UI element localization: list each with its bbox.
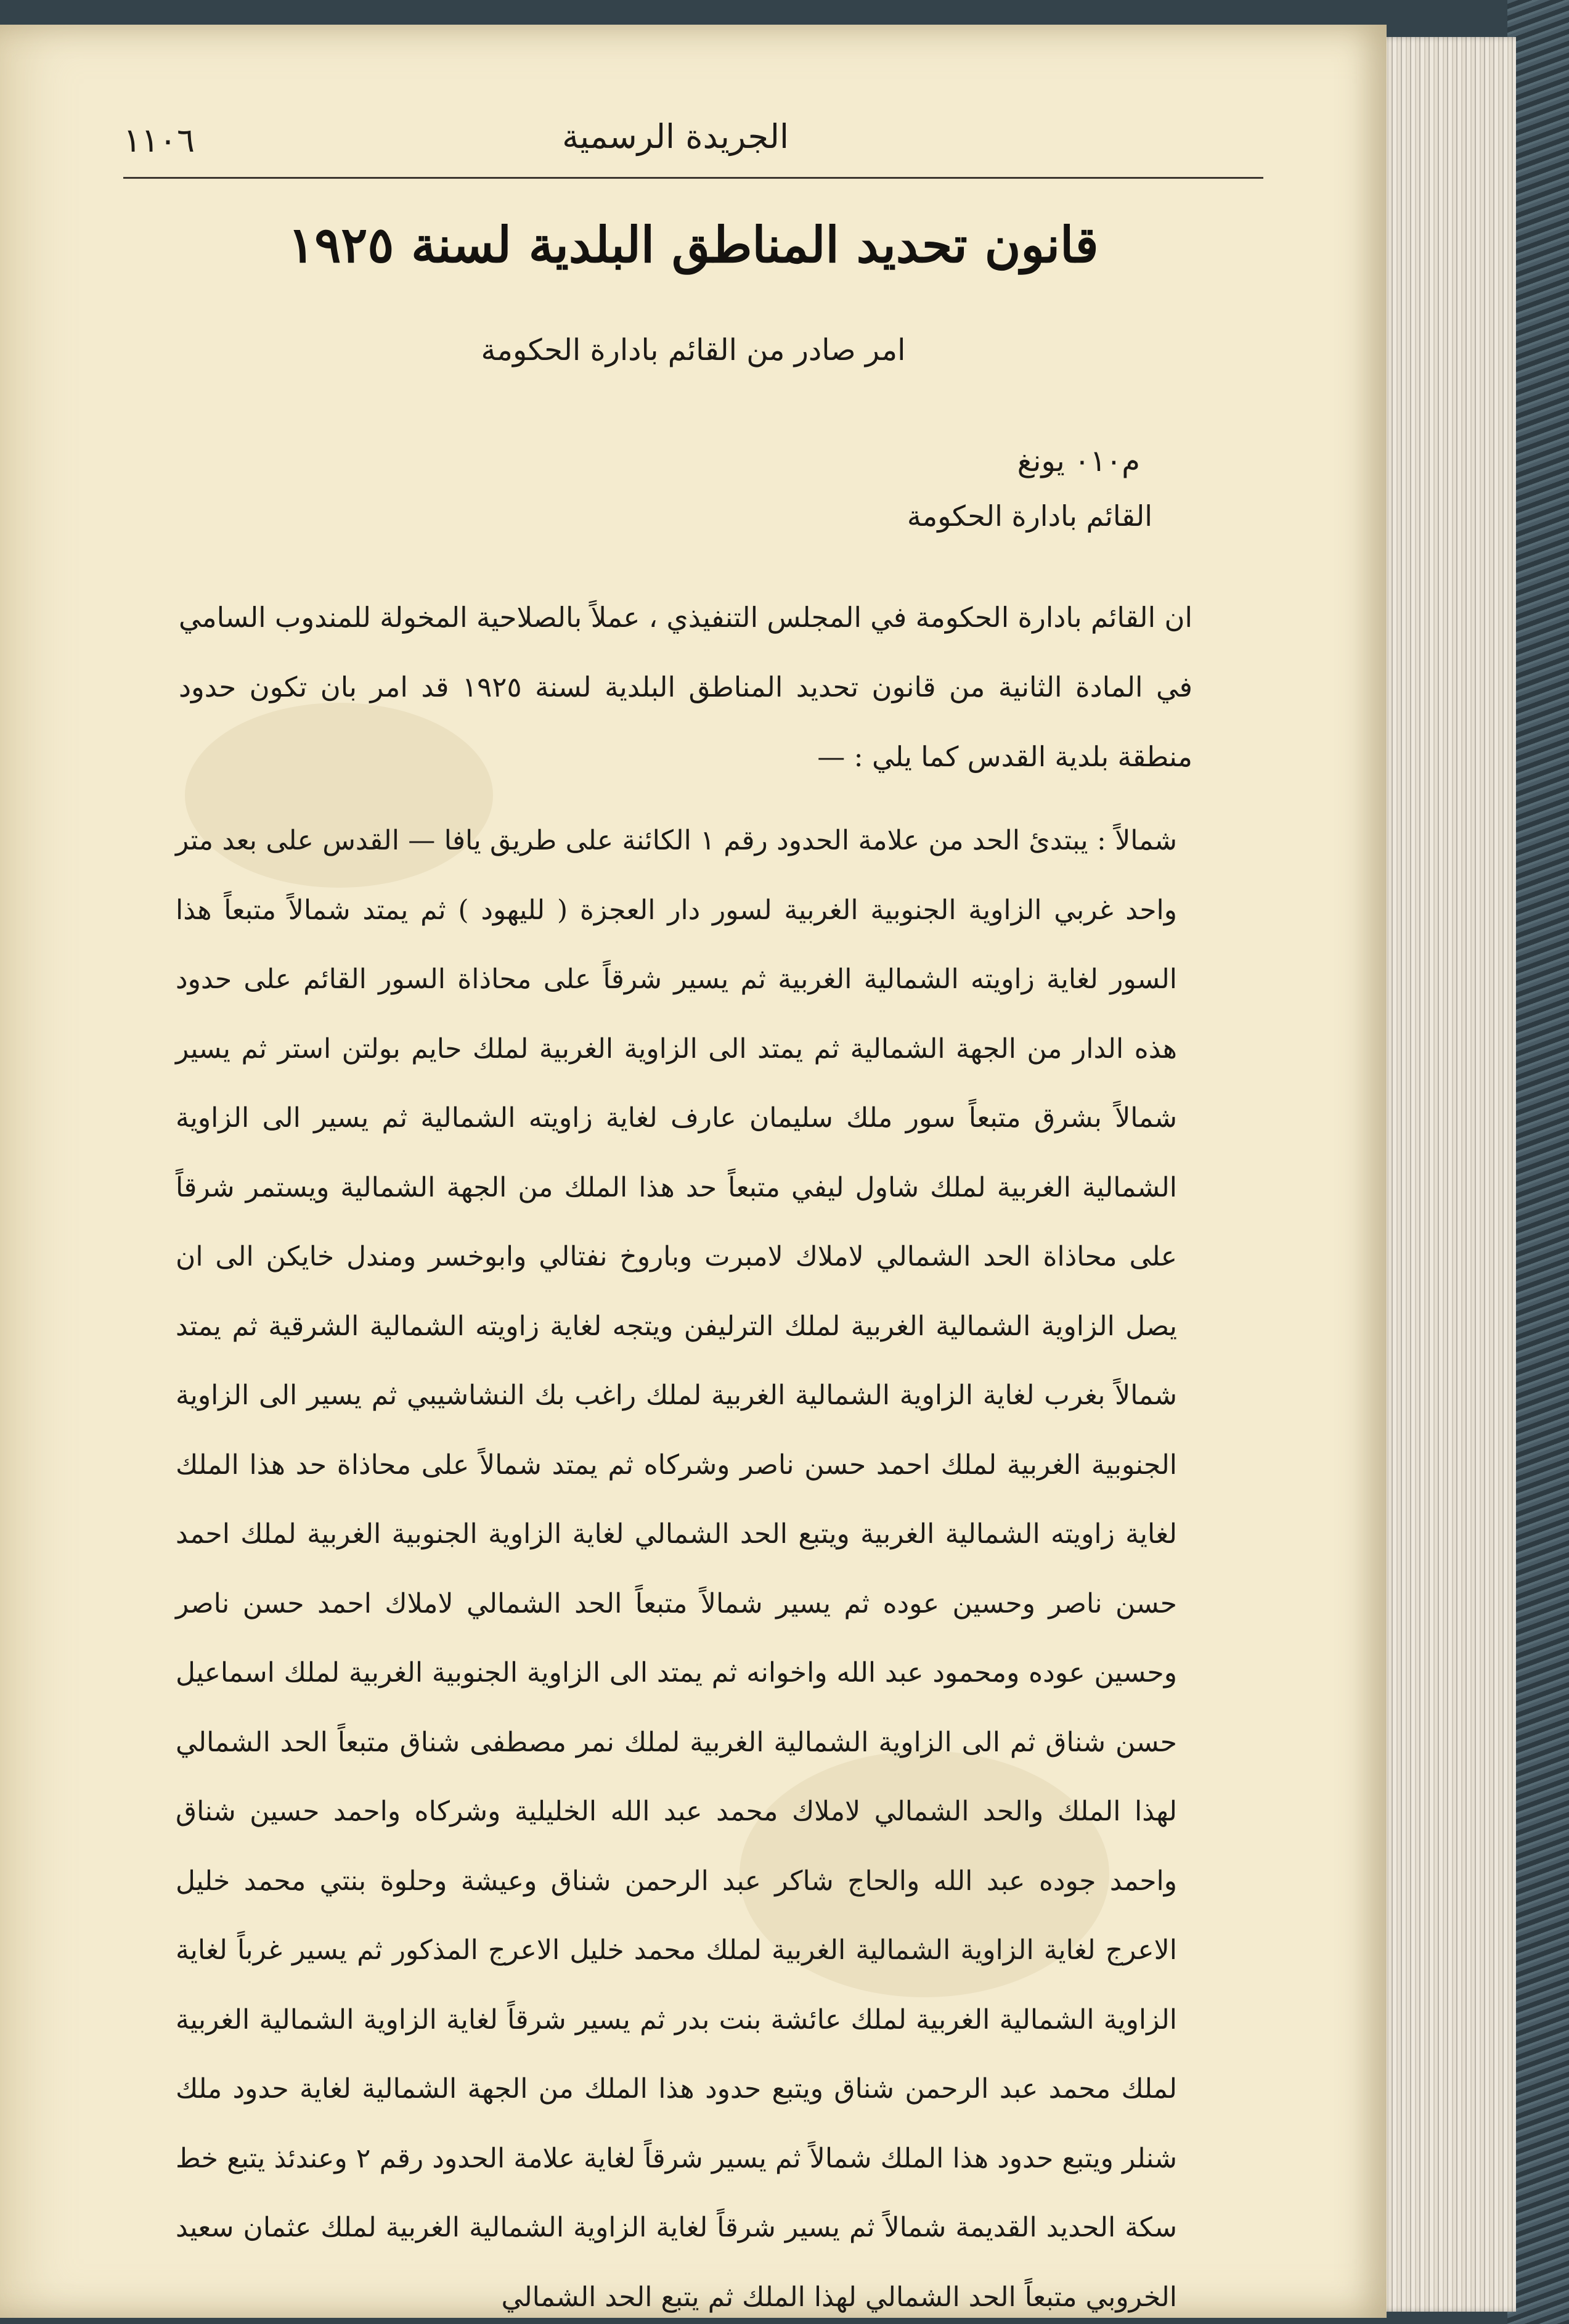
boundary-description: شمالاً : يبتدئ الحد من علامة الحدود رقم ١ الكائنة على طريق يافا — القدس على بعد متر واحد غربي الزاوية الجنوبية الغربية لسور دار العجزة ( لليهود ) ثم يمتد شمالاً متبعاً هذا السور لغاية زاويته الشمالية الغربية ثم يسير شرقاً على محاذاة السور القائم على حدود هذه الدار من الجهة الشمالية ثم يمتد الى الزاوية الغربية لملك حايم بولتن استر ثم يسير شمالاً بشرق متبعاً سور ملك سليمان عارف لغاية زاويته الشمالية ثم يسير الى الزاوية الشمالية الغربية لملك شاول ليفي متبعاً حد هذا الملك من الجهة الشمالية ويستمر شرقاً على محاذاة الحد الشمالي لاملاك لامبرت وباروخ نفتالي وابوخسر ومندل خايكن الى ان يصل الزاوية الشمالية الغربية لملك الترليفن ويتجه لغاية زاويته الشمالية الشرقية ثم يمتد شمالاً بغرب لغاية الزاوية الشمالية الغربية لملك راغب بك النشاشيبي ثم يسير الى الزاوية الجنوبية الغربية لملك احمد حسن ناصر وشركاه ثم يمتد شمالاً على محاذاة حد هذا الملك لغاية زاويته الشمالية الغربية ويتبع الحد الشمالي لغاية الزاوية الجنوبية الغربية لملك احمد حسن ناصر وحسين عوده ثم يسير شمالاً متبعاً الحد الشمالي لاملاك احمد حسن ناصر وحسين عوده ومحمود عبد الله واخوانه ثم يمتد الى الزاوية الجنوبية الغربية لملك اسماعيل حسن شناق ثم الى الزاوية الشمالية الغربية لملك نمر مصطفى شناق متبعاً الحد الشمالي لهذا الملك والحد الشمالي لاملاك محمد عبد الله الخليلية وشركاه واحمد حسين شناق واحمد جوده عبد الله والحاج شاكر عبد الرحمن شناق وعيشة وحلوة بنتي محمد خليل الاعرج لغاية الزاوية الشمالية الغربية لملك محمد خليل الاعرج المذكور ثم يسير غرباً لغاية الزاوية الشمالية الغربية لملك عائشة بنت بدر ثم يسير شرقاً لغاية الزاوية الشمالية الغربية لملك محمد عبد الرحمن شناق ويتبع حدود هذا الملك من الجهة الشمالية لغاية حدود ملك شنلر ويتبع حدود هذا الملك شمالاً ثم يسير شرقاً لغاية علامة الحدود رقم ٢ وعندئذ يتبع خط سكة الحديد القديمة شمالاً ثم يسير شرقاً لغاية الزاوية الشمالية الغربية لملك عثمان سعيد الخروبي متبعاً الحد الشمالي لهذا الملك ثم يتبع الحد الشمالي: [176, 825, 1178, 2313]
preamble-paragraph: ان القائم بادارة الحكومة في المجلس التنفيذي ، عملاً بالصلاحية المخولة للمندوب السامي في المادة الثانية من قانون تحديد المناطق البلدية لسنة ١٩٢٥ قد امر بان تكون حدود منطقة بلدية القدس كما يلي : —: [179, 601, 1193, 773]
page-number: ١١٠٦: [123, 121, 195, 160]
law-subtitle: امر صادر من القائم بادارة الحكومة: [481, 333, 906, 367]
page-stack-edges: [1365, 37, 1516, 2312]
book-cover-edge: [1507, 0, 1569, 2324]
order-number: م٠١٠ يونغ: [1017, 444, 1140, 478]
header-rule: [123, 177, 1263, 179]
running-head: [123, 111, 1263, 173]
running-title: الجريدة الرسمية: [562, 117, 789, 156]
signatory: القائم بادارة الحكومة: [907, 499, 1152, 533]
law-title: قانون تحديد المناطق البلدية لسنة ١٩٢٥: [288, 216, 1099, 274]
